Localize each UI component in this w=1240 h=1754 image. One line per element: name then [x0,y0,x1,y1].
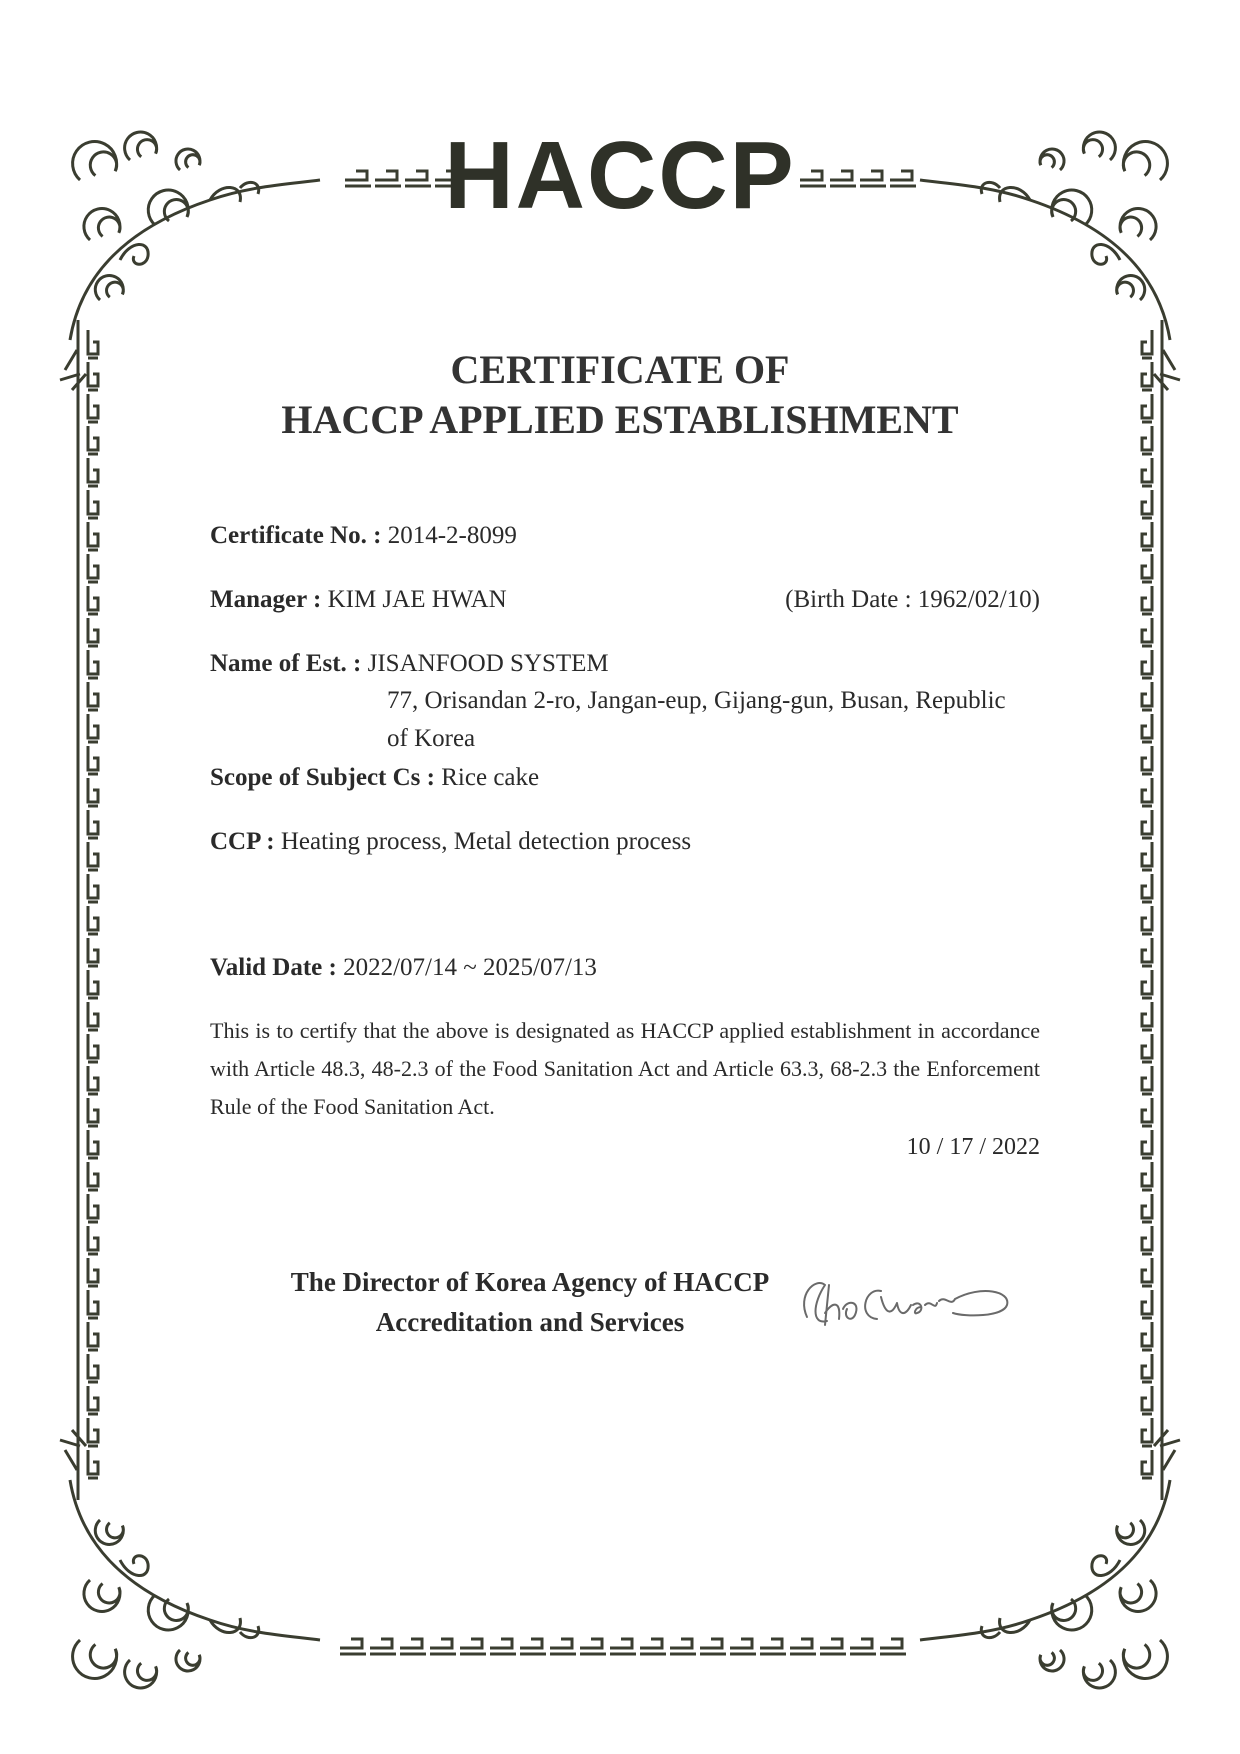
ccp-label: CCP : [210,828,275,855]
certification-statement: This is to certify that the above is designated as HACCP applied establishment in accordance with Article 48.3, 48-2.3 of the Food Sanitation Act and Article 63.3, 68-2.3 the Enforcement Rule of the Food Sanitation Act. [210,1018,1040,1119]
manager-value: KIM JAE HWAN [327,586,507,613]
issuer-block [260,1262,800,1342]
establishment-address [387,682,1037,758]
issuer-line-1: The Director of Korea Agency of HACCP [290,1267,770,1297]
address-line-2: of Korea [387,725,476,752]
certificate-number-value: 2014-2-8099 [387,522,517,549]
haccp-wordmark: HACCP [444,122,796,229]
establishment-row [210,648,609,681]
certificate-number-label: Certificate No. : [210,522,382,549]
manager-row [210,584,507,617]
certificate-number-row [210,520,517,553]
director-signature [785,1255,1025,1345]
scope-value: Rice cake [441,764,540,791]
establishment-value: JISANFOOD SYSTEM [367,650,609,677]
issue-date: 10 / 17 / 2022 [906,1134,1040,1160]
valid-date-value: 2022/07/14 ~ 2025/07/13 [343,954,597,981]
issuer-line-2: Accreditation and Services [375,1307,685,1337]
scope-row [210,762,539,795]
certificate-title-line2: HACCP APPLIED ESTABLISHMENT [281,397,959,442]
birth-date: (Birth Date : 1962/02/10) [785,586,1040,613]
valid-date-label: Valid Date : [210,954,337,981]
certificate-title-line1: CERTIFICATE OF [450,347,790,392]
valid-date-row [210,952,597,985]
address-line-1: 77, Orisandan 2-ro, Jangan-eup, Gijang-gun, Busan, Republic [387,687,1006,714]
ccp-row [210,826,691,859]
establishment-label: Name of Est. : [210,650,362,677]
ccp-value: Heating process, Metal detection process [280,828,692,855]
scope-label: Scope of Subject Cs : [210,764,435,791]
manager-label: Manager : [210,586,322,613]
